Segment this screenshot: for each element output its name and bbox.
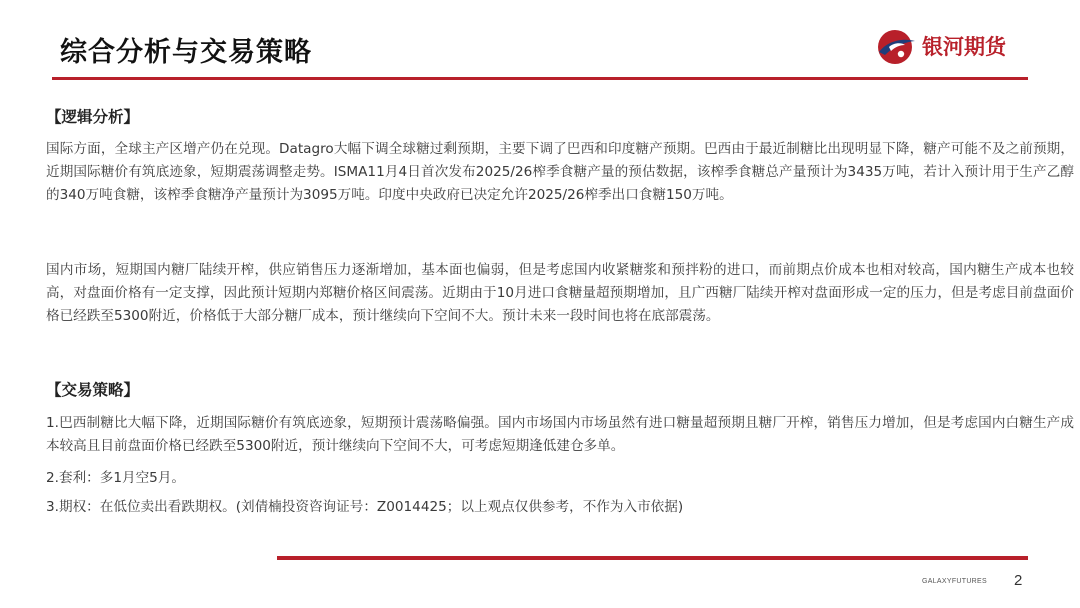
logic-paragraph-international: 国际方面，全球主产区增产仍在兑现。Datagro大幅下调全球糖过剩预期，主要下调了巴西和印度糖产预期。巴西由于最近制糖比出现明显下降，糖产可能不及之前预期，近期国际糖价有筑底迹象，短期震荡调整走势。ISMA11月4日首次发布2025/26榨季食糖产量的预估数据，该榨季食糖总产量预计为3435万吨，若计入预计用于生产乙醇的340万吨食糖，该榨季食糖净产量预计为3095万吨。印度中央政府已决定允许2025/26榨季出口食糖150万吨。	[46, 141, 1074, 203]
galaxy-logo-icon	[874, 27, 918, 67]
page-number: 2	[1014, 572, 1023, 589]
strategy-item-1: 1.巴西制糖比大幅下降，近期国际糖价有筑底迹象，短期预计震荡略偏强。国内市场国内市场虽然有进口糖量超预期且糖厂开榨，销售压力增加，但是考虑国内白糖生产成本较高且目前盘面价格已经跌至5300附近，预计继续向下空间不大，可考虑短期逢低建仓多单。	[46, 415, 1074, 454]
header-divider	[52, 77, 1028, 80]
logic-section-heading: 【逻辑分析】	[46, 108, 140, 126]
footer-divider	[277, 556, 1028, 560]
strategy-item-3: 3.期权：在低位卖出看跌期权。(刘倩楠投资咨询证号：Z0014425；以上观点仅供参考，不作为入市依据)	[46, 499, 684, 515]
company-logo	[874, 27, 1034, 67]
strategy-item-2: 2.套利：多1月空5月。	[46, 470, 186, 486]
strategy-section-heading: 【交易策略】	[46, 381, 140, 399]
logic-paragraph-domestic: 国内市场，短期国内糖厂陆续开榨，供应销售压力逐渐增加，基本面也偏弱，但是考虑国内收紧糖浆和预拌粉的进口，而前期点价成本也相对较高，国内糖生产成本也较高，对盘面价格有一定支撑，因此预计短期内郑糖价格区间震荡。近期由于10月进口食糖量超预期增加，且广西糖厂陆续开榨对盘面形成一定的压力，但是考虑目前盘面价格已经跌至5300附近，价格低于大部分糖厂成本，预计继续向下空间不大。预计未来一段时间也将在底部震荡。	[46, 262, 1074, 324]
footer-brand: GALAXYFUTURES	[922, 578, 987, 585]
logo-text: 银河期货	[922, 35, 1006, 59]
page-title: 综合分析与交易策略	[60, 37, 312, 68]
